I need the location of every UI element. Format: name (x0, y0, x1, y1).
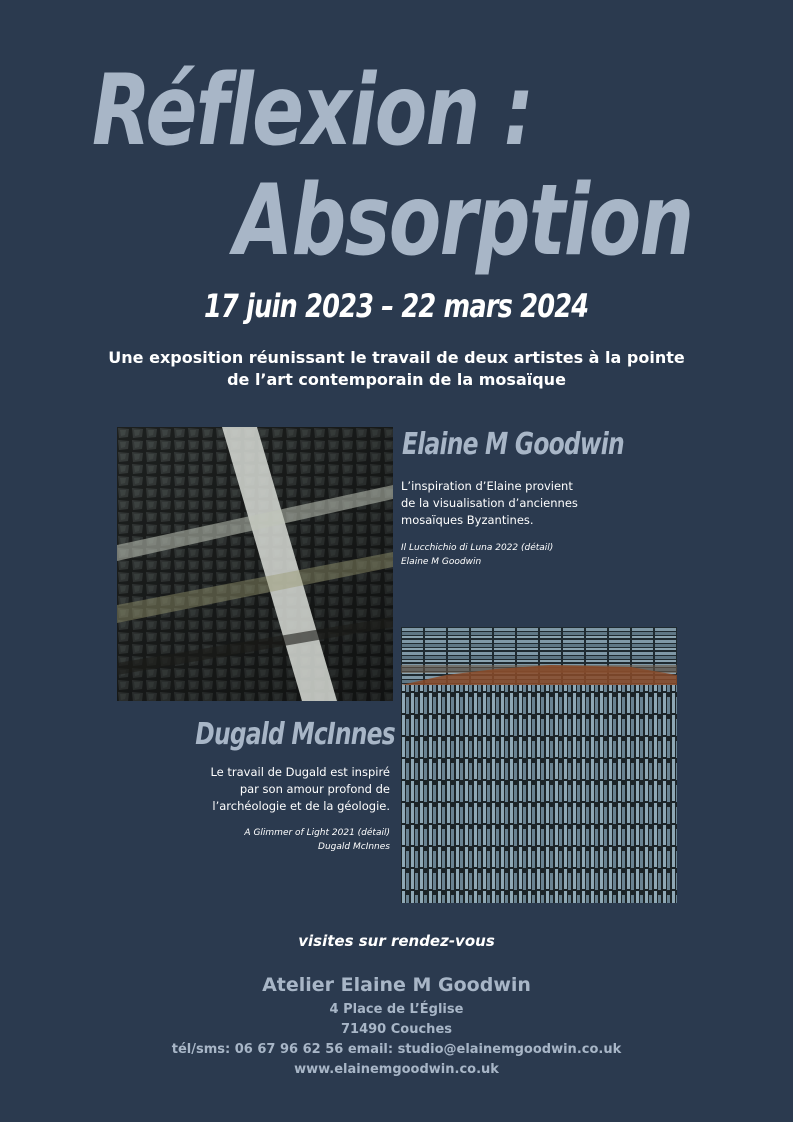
mosaic-elaine-art (117, 427, 393, 701)
mosaic-dugald-art (401, 627, 677, 903)
address-line-2: 71490 Couches (341, 1022, 452, 1037)
mosaic-image-elaine (117, 427, 393, 701)
artwork-caption-elaine (401, 541, 621, 569)
dates-text: 17 juin 2023 – 22 mars 2024 (204, 287, 589, 325)
artist-description-elaine (401, 478, 611, 529)
contact-line: tél/sms: 06 67 96 62 56 email: studio@elainemgoodwin.co.uk (171, 1042, 622, 1057)
artwork-caption-dugald (170, 826, 390, 854)
title-line-2: Absorption (234, 164, 693, 278)
artist-description-dugald (170, 764, 390, 815)
address-line-1: 4 Place de L’Église (329, 1002, 464, 1017)
website-link[interactable]: www.elainemgoodwin.co.uk (294, 1062, 499, 1077)
caption-artist: Elaine M Goodwin (401, 557, 482, 567)
atelier-name: Atelier Elaine M Goodwin (262, 974, 531, 996)
desc-line: de la visualisation d’anciennes (401, 496, 578, 510)
desc-line: Le travail de Dugald est inspiré (210, 765, 390, 779)
desc-line: l’archéologie et de la géologie. (212, 799, 390, 813)
caption-artist: Dugald McInnes (318, 842, 390, 852)
caption-title: A Glimmer of Light 2021 (détail) (244, 828, 390, 838)
subtitle-line-2: de l’art contemporain de la mosaïque (227, 370, 566, 389)
subtitle (60, 347, 733, 391)
artist-name-dugald: Dugald McInnes (195, 717, 395, 752)
desc-line: L’inspiration d’Elaine provient (401, 479, 573, 493)
artist-name-elaine: Elaine M Goodwin (402, 427, 624, 462)
caption-title: Il Lucchichio di Luna 2022 (détail) (401, 543, 554, 553)
mosaic-image-dugald (401, 627, 677, 903)
desc-line: par son amour profond de (239, 782, 390, 796)
subtitle-line-1: Une exposition réunissant le travail de deux artistes à la pointe (108, 348, 685, 367)
exhibition-dates (0, 287, 793, 325)
title-line-1: Réflexion : (92, 54, 533, 168)
visits-note: visites sur rendez-vous (298, 932, 495, 950)
desc-line: mosaïques Byzantines. (401, 513, 534, 527)
